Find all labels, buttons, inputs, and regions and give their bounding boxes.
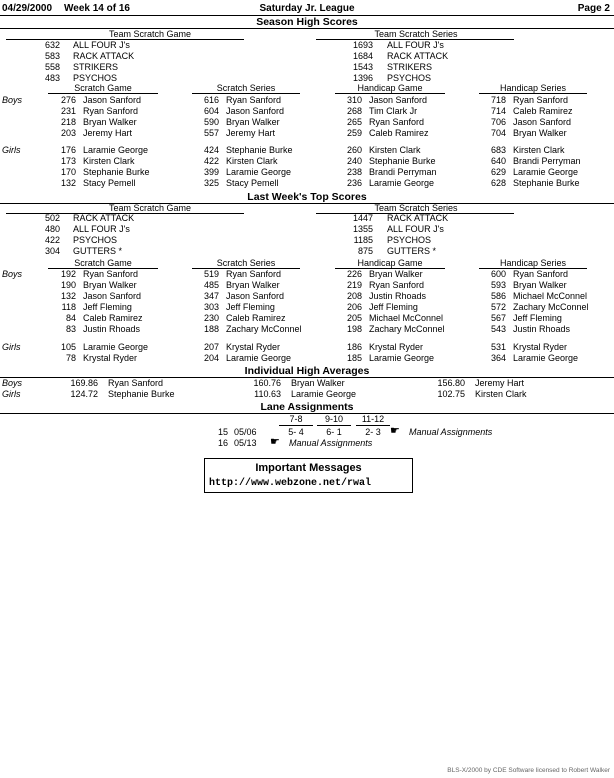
boys-name: Jason Sanford (226, 291, 285, 301)
girls-score: 325 (203, 178, 219, 188)
boys-score: 230 (203, 313, 219, 323)
team-series-score: 1185 (353, 235, 373, 245)
column-title: Handicap Game (357, 258, 423, 268)
girls-name: Stephanie Burke (513, 178, 580, 188)
team-series-name: ALL FOUR J's (387, 224, 444, 234)
average-name: Ryan Sanford (108, 378, 164, 388)
girls-name: Laramie George (226, 167, 292, 177)
boys-name: Jason Sanford (226, 106, 285, 116)
lane-date: 05/13 (234, 438, 257, 448)
boys-name: Jeff Fleming (226, 302, 275, 312)
girls-name: Kirsten Clark (226, 156, 278, 166)
average-value: 169.86 (70, 378, 98, 388)
average-name: Laramie George (291, 389, 357, 399)
boys-score: 259 (346, 128, 362, 138)
girls-score: 207 (203, 342, 219, 352)
boys-score: 590 (203, 117, 219, 127)
boys-score: 206 (346, 302, 362, 312)
girls-score: 531 (490, 342, 506, 352)
boys-name: Bryan Walker (226, 280, 280, 290)
average-value: 160.76 (253, 378, 281, 388)
girls-name: Stephanie Burke (226, 145, 293, 155)
lane-note: Manual Assignments (409, 427, 493, 437)
boys-score: 347 (203, 291, 219, 301)
boys-score: 706 (490, 117, 506, 127)
boys-name: Jason Sanford (369, 95, 428, 105)
girls-score: 629 (490, 167, 506, 177)
girls-score: 78 (65, 353, 76, 363)
boys-score: 485 (203, 280, 219, 290)
average-name: Bryan Walker (291, 378, 345, 388)
boys-score: 519 (203, 269, 219, 279)
boys-name: Zachary McConnel (369, 324, 445, 334)
team-scratch-game-title: Team Scratch Game (108, 29, 192, 39)
team-game-score: 583 (44, 51, 60, 61)
girls-name: Kirsten Clark (83, 156, 135, 166)
team-game-name: RACK ATTACK (73, 213, 135, 223)
lane-assignment: 5- 4 (288, 427, 304, 437)
lastweek-title: Last Week's Top Scores (247, 191, 367, 203)
boys-score: 276 (60, 95, 76, 105)
boys-score: 203 (60, 128, 76, 138)
girls-name: Stephanie Burke (369, 156, 436, 166)
lane-week: 15 (218, 427, 229, 437)
girls-score: 132 (60, 178, 76, 188)
boys-score: 188 (203, 324, 219, 334)
avg-girls-label: Girls (2, 389, 21, 399)
team-series-score: 1396 (352, 73, 373, 83)
boys-name: Ryan Sanford (83, 269, 139, 279)
team-series-score: 1693 (352, 40, 373, 50)
girls-score: 422 (203, 156, 219, 166)
team-series-score: 1447 (352, 213, 373, 223)
boys-name: Jeremy Hart (83, 128, 133, 138)
boys-name: Ryan Sanford (369, 117, 425, 127)
boys-score: 616 (203, 95, 219, 105)
column-title: Handicap Series (499, 258, 567, 268)
girls-score: 240 (346, 156, 362, 166)
average-name: Stephanie Burke (108, 389, 175, 399)
average-value: 102.75 (437, 389, 465, 399)
team-game-score: 558 (44, 62, 60, 72)
column-rule (479, 93, 587, 94)
column-title: Scratch Game (74, 258, 132, 268)
girls-score: 185 (346, 353, 362, 363)
team-series-score: 1684 (352, 51, 373, 61)
girls-score: 170 (60, 167, 76, 177)
lane-pair-rule (279, 425, 313, 426)
girls-name: Brandi Perryman (369, 167, 437, 177)
boys-name: Caleb Ramirez (226, 313, 286, 323)
column-rule (335, 93, 445, 94)
lane-assignment: 6- 1 (326, 427, 342, 437)
boys-name: Tim Clark Jr (369, 106, 418, 116)
column-title: Scratch Series (216, 83, 276, 93)
boys-name: Jason Sanford (513, 117, 572, 127)
girls-name: Laramie George (513, 167, 579, 177)
team-game-score: 632 (44, 40, 60, 50)
boys-score: 310 (346, 95, 362, 105)
girls-score: 176 (60, 145, 76, 155)
team-game-name: ALL FOUR J's (73, 40, 130, 50)
boys-score: 265 (346, 117, 362, 127)
boys-score: 586 (490, 291, 506, 301)
boys-name: Zachary McConnel (226, 324, 302, 334)
boys-score: 268 (346, 106, 362, 116)
boys-label: Boys (2, 269, 23, 279)
boys-name: Michael McConnel (513, 291, 588, 301)
girls-name: Laramie George (369, 353, 435, 363)
column-rule (48, 93, 158, 94)
boys-score: 567 (490, 313, 506, 323)
boys-score: 118 (61, 302, 76, 312)
team-game-score: 422 (44, 235, 60, 245)
boys-score: 600 (490, 269, 506, 279)
team-series-score: 1543 (352, 62, 373, 72)
boys-name: Jeff Fleming (369, 302, 418, 312)
boys-score: 83 (65, 324, 76, 334)
girls-score: 186 (346, 342, 362, 352)
lane-pair-header: 7-8 (289, 414, 303, 424)
girls-score: 173 (60, 156, 76, 166)
boys-name: Bryan Walker (513, 280, 567, 290)
boys-name: Jason Sanford (83, 95, 142, 105)
team-game-name: RACK ATTACK (73, 51, 135, 61)
boys-name: Bryan Walker (513, 128, 567, 138)
boys-score: 714 (490, 106, 506, 116)
averages-title: Individual High Averages (244, 365, 370, 377)
boys-name: Justin Rhoads (369, 291, 427, 301)
lane-week: 16 (218, 438, 229, 448)
team-game-name: PSYCHOS (73, 73, 118, 83)
column-title: Handicap Series (499, 83, 567, 93)
girls-score: 238 (346, 167, 362, 177)
team-scratch-game-title: Team Scratch Game (108, 203, 192, 213)
team-series-score: 875 (357, 246, 373, 256)
boys-score: 704 (490, 128, 506, 138)
lane-pair-rule (317, 425, 351, 426)
pointing-hand-icon: ☛ (270, 436, 280, 448)
boys-name: Ryan Sanford (226, 269, 282, 279)
boys-name: Jason Sanford (83, 291, 142, 301)
boys-score: 593 (490, 280, 506, 290)
avg-boys-label: Boys (2, 378, 23, 388)
boys-name: Bryan Walker (369, 269, 423, 279)
team-series-name: ALL FOUR J's (387, 40, 444, 50)
girls-name: Stacy Pemell (83, 178, 136, 188)
girls-name: Krystal Ryder (513, 342, 568, 352)
lane-pair-header: 9-10 (324, 414, 343, 424)
team-game-name: GUTTERS * (73, 246, 123, 256)
girls-name: Krystal Ryder (83, 353, 138, 363)
boys-name: Caleb Ramirez (83, 313, 143, 323)
boys-name: Bryan Walker (83, 117, 137, 127)
messages-box (204, 458, 413, 493)
team-game-name: PSYCHOS (73, 235, 118, 245)
pointing-hand-icon: ☛ (390, 425, 400, 437)
boys-name: Ryan Sanford (513, 95, 569, 105)
boys-name: Ryan Sanford (513, 269, 569, 279)
team-game-name: ALL FOUR J's (73, 224, 130, 234)
boys-score: 303 (203, 302, 219, 312)
girls-score: 204 (203, 353, 219, 363)
boys-score: 208 (346, 291, 362, 301)
boys-name: Caleb Ramirez (369, 128, 429, 138)
boys-score: 543 (490, 324, 506, 334)
girls-name: Krystal Ryder (369, 342, 424, 352)
boys-score: 718 (490, 95, 506, 105)
girls-name: Kirsten Clark (513, 145, 565, 155)
page-number: Page 2 (577, 3, 610, 14)
girls-label: Girls (2, 342, 21, 352)
report-date: 04/29/2000 (2, 3, 53, 14)
girls-score: 260 (346, 145, 362, 155)
messages-title: Important Messages (255, 462, 362, 474)
average-value: 124.72 (70, 389, 98, 399)
team-game-score: 304 (44, 246, 60, 256)
team-series-name: RACK ATTACK (387, 213, 449, 223)
boys-name: Zachary McConnel (513, 302, 589, 312)
girls-name: Brandi Perryman (513, 156, 581, 166)
team-game-score: 502 (44, 213, 60, 223)
team-series-name: PSYCHOS (387, 73, 432, 83)
boys-score: 205 (346, 313, 362, 323)
team-game-score: 480 (44, 224, 60, 234)
boys-score: 192 (60, 269, 76, 279)
column-rule (192, 93, 300, 94)
lanes-title: Lane Assignments (260, 401, 354, 413)
girls-name: Stacy Pemell (226, 178, 279, 188)
girls-score: 424 (203, 145, 219, 155)
lane-note: Manual Assignments (289, 438, 373, 448)
boys-name: Jeremy Hart (226, 128, 276, 138)
girls-score: 683 (490, 145, 506, 155)
league-title: Saturday Jr. League (259, 3, 355, 14)
boys-name: Ryan Sanford (369, 280, 425, 290)
week-indicator: Week 14 of 16 (64, 3, 130, 14)
girls-name: Laramie George (226, 353, 292, 363)
boys-score: 231 (60, 106, 76, 116)
girls-score: 364 (490, 353, 506, 363)
girls-score: 399 (203, 167, 219, 177)
girls-name: Kirsten Clark (369, 145, 421, 155)
boys-score: 84 (65, 313, 76, 323)
team-series-score: 1355 (352, 224, 373, 234)
girls-name: Laramie George (513, 353, 579, 363)
boys-score: 190 (60, 280, 76, 290)
boys-name: Ryan Sanford (226, 95, 282, 105)
season-title: Season High Scores (256, 16, 358, 28)
boys-score: 572 (490, 302, 506, 312)
lane-pair-header: 11-12 (361, 414, 385, 424)
girls-label: Girls (2, 145, 21, 155)
boys-score: 198 (346, 324, 362, 334)
boys-name: Bryan Walker (226, 117, 280, 127)
team-game-score: 483 (44, 73, 60, 83)
footer-credit: BLS-X/2000 by CDE Software licensed to Robert Walker (447, 767, 610, 774)
average-value: 110.63 (254, 389, 281, 399)
team-series-name: STRIKERS (387, 62, 433, 72)
girls-name: Stephanie Burke (83, 167, 150, 177)
boys-score: 219 (346, 280, 362, 290)
boys-name: Jeff Fleming (513, 313, 562, 323)
boys-score: 226 (346, 269, 362, 279)
boys-name: Jeff Fleming (83, 302, 132, 312)
column-title: Handicap Game (357, 83, 423, 93)
girls-score: 640 (490, 156, 506, 166)
messages-url[interactable]: http://www.webzone.net/rwal (209, 478, 372, 489)
girls-name: Laramie George (369, 178, 435, 188)
girls-name: Laramie George (83, 342, 149, 352)
boys-label: Boys (2, 95, 23, 105)
team-series-name: GUTTERS * (387, 246, 437, 256)
team-scratch-series-title: Team Scratch Series (374, 203, 458, 213)
boys-score: 557 (203, 128, 219, 138)
girls-score: 105 (60, 342, 76, 352)
boys-score: 604 (203, 106, 219, 116)
boys-name: Michael McConnel (369, 313, 444, 323)
boys-name: Bryan Walker (83, 280, 137, 290)
boys-score: 132 (60, 291, 76, 301)
boys-name: Ryan Sanford (83, 106, 139, 116)
boys-name: Justin Rhoads (513, 324, 571, 334)
girls-name: Laramie George (83, 145, 149, 155)
girls-name: Krystal Ryder (226, 342, 281, 352)
team-series-name: RACK ATTACK (387, 51, 449, 61)
average-name: Jeremy Hart (475, 378, 525, 388)
boys-name: Justin Rhoads (83, 324, 141, 334)
lane-pair-rule (356, 425, 390, 426)
team-scratch-series-title: Team Scratch Series (374, 29, 458, 39)
team-game-name: STRIKERS (73, 62, 119, 72)
column-title: Scratch Series (216, 258, 276, 268)
average-name: Kirsten Clark (475, 389, 527, 399)
column-title: Scratch Game (74, 83, 132, 93)
lane-date: 05/06 (234, 427, 257, 437)
girls-score: 236 (346, 178, 362, 188)
boys-score: 218 (60, 117, 76, 127)
girls-score: 628 (490, 178, 506, 188)
boys-name: Caleb Ramirez (513, 106, 573, 116)
lane-assignment: 2- 3 (365, 427, 381, 437)
average-value: 156.80 (437, 378, 465, 388)
team-series-name: PSYCHOS (387, 235, 432, 245)
